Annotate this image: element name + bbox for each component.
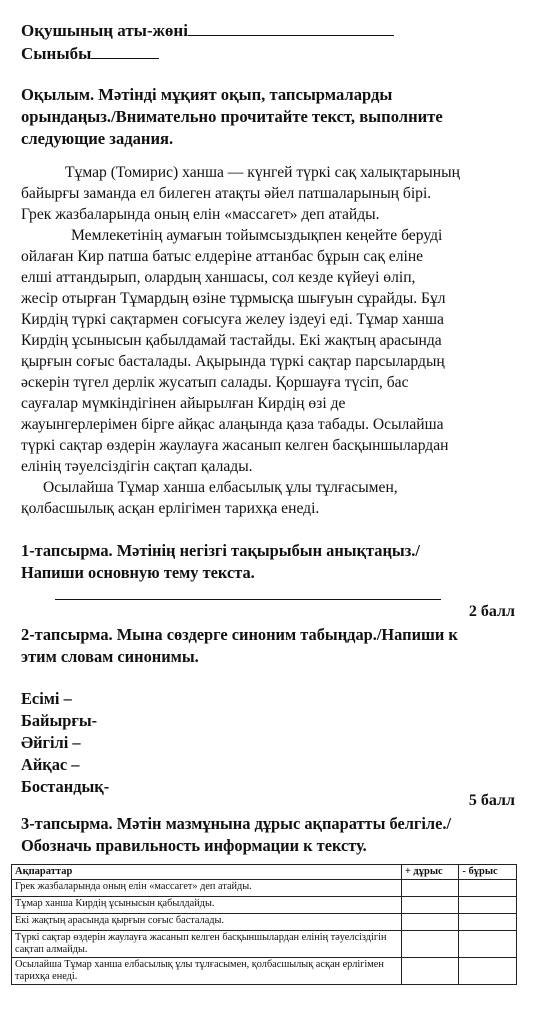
synonym-word: Айқас – xyxy=(21,755,80,774)
true-checkbox-cell[interactable] xyxy=(401,914,459,931)
table-row xyxy=(12,914,517,931)
student-name-line xyxy=(21,20,394,42)
column-header-false: - бұрыс xyxy=(459,865,517,880)
student-name-blank[interactable] xyxy=(188,21,394,36)
task-3-heading: 3-тапсырма. Мәтін мазмұнына дұрыс ақпаратты белгіле./ Обозначь правильность информации к тексту. xyxy=(21,814,452,855)
class-label: Сыныбы xyxy=(21,44,92,63)
table-header-row xyxy=(12,865,517,880)
true-checkbox-cell[interactable] xyxy=(401,897,459,914)
false-checkbox-cell[interactable] xyxy=(459,914,517,931)
task-1-answer-line[interactable] xyxy=(55,599,441,600)
table-row xyxy=(12,958,517,985)
synonym-word: Есімі – xyxy=(21,689,72,708)
true-checkbox-cell[interactable] xyxy=(401,958,459,985)
synonym-word: Бостандық- xyxy=(21,777,110,796)
false-checkbox-cell[interactable] xyxy=(459,897,517,914)
table-row xyxy=(12,897,517,914)
statement-cell: Грек жазбаларында оның елін «массагет» деп атайды. xyxy=(12,880,402,897)
false-checkbox-cell[interactable] xyxy=(459,931,517,958)
task-2-heading: 2-тапсырма. Мына сөздерге синоним табыңдар./Напиши к этим словам синонимы. xyxy=(21,625,458,666)
true-checkbox-cell[interactable] xyxy=(401,880,459,897)
task-1-heading: 1-тапсырма. Мәтінің негізгі тақырыбын анықтаңыз./ Напиши основную тему текста. xyxy=(21,541,420,582)
reading-instruction: Оқылым. Мәтінді мұқият оқып, тапсырмаларды орындаңыз./Внимательно прочитайте текст, выполните следующие задания. xyxy=(21,85,443,148)
true-checkbox-cell[interactable] xyxy=(401,931,459,958)
table-row xyxy=(12,931,517,958)
synonym-word: Әйгілі – xyxy=(21,733,81,752)
table-row xyxy=(12,880,517,897)
column-header-info: Ақпараттар xyxy=(12,865,402,880)
text-paragraph-2: Мемлекетінің аумағын тойымсыздықпен кеңейте беруді ойлаған Кир патша батыс елдеріне аттанбас бұрын сақ еліне елші аттандырып, олардың ханшасы, сол кезде күйеуі өліп, жесір отырған Тұмардың өзіне тұрмысқа шығуын сұрайды. Бұл Кирдің түркі сақтармен соғысуға желеу іздеуі еді. Тұмар ханша Кирдің ұсынысын қабылдамай тастайды. Екі жақтың арасында қырғын соғыс басталады. Ақырында түркі сақтар парсылардың әскерін түгел дерлік жусатып салады. Қоршауға түсіп, бас сауғалар мүмкіндігінен айырылған Кирдің өзі де жауынгерлерімен бірге айқас алаңында қаза табады. Осылайша түркі сақтар өздерін жаулауға жасанып келген басқыншылардан елінің тәуелсіздігін сақтап қалады. xyxy=(21,227,449,475)
synonym-word: Байырғы- xyxy=(21,711,98,730)
statement-cell: Тұмар ханша Кирдің ұсынысын қабылдайды. xyxy=(12,897,402,914)
text-paragraph-1: Тұмар (Томирис) ханша — күнгей түркі сақ халықтарының байырғы заманда ел билеген атақты әйел патшаларының бірі. Грек жазбаларында оның елін «массагет» деп атайды. xyxy=(21,164,460,223)
column-header-true: + дұрыс xyxy=(401,865,459,880)
student-name-label: Оқушының аты-жөні xyxy=(21,21,188,40)
statement-cell: Түркі сақтар өздерін жаулауға жасанып келген басқыншылардан елінің тәуелсіздігін сақтап алмайды. xyxy=(12,931,402,958)
false-checkbox-cell[interactable] xyxy=(459,880,517,897)
class-line xyxy=(21,43,159,65)
text-paragraph-3: Осылайша Тұмар ханша елбасылық ұлы тұлғасымен, қолбасшылық асқан ерлігімен тарихқа енеді. xyxy=(21,479,398,517)
task-2-points: 5 балл xyxy=(468,792,515,809)
task-1-points: 2 балл xyxy=(468,603,515,620)
false-checkbox-cell[interactable] xyxy=(459,958,517,985)
statement-cell: Осылайша Тұмар ханша елбасылық ұлы тұлғасымен, қолбасшылық асқан ерлігімен тарихқа енеді. xyxy=(12,958,402,985)
true-false-table xyxy=(11,864,517,985)
statement-cell: Екі жақтың арасында қырғын соғыс басталады. xyxy=(12,914,402,931)
class-blank[interactable] xyxy=(91,44,159,59)
synonym-word-list xyxy=(21,688,109,798)
